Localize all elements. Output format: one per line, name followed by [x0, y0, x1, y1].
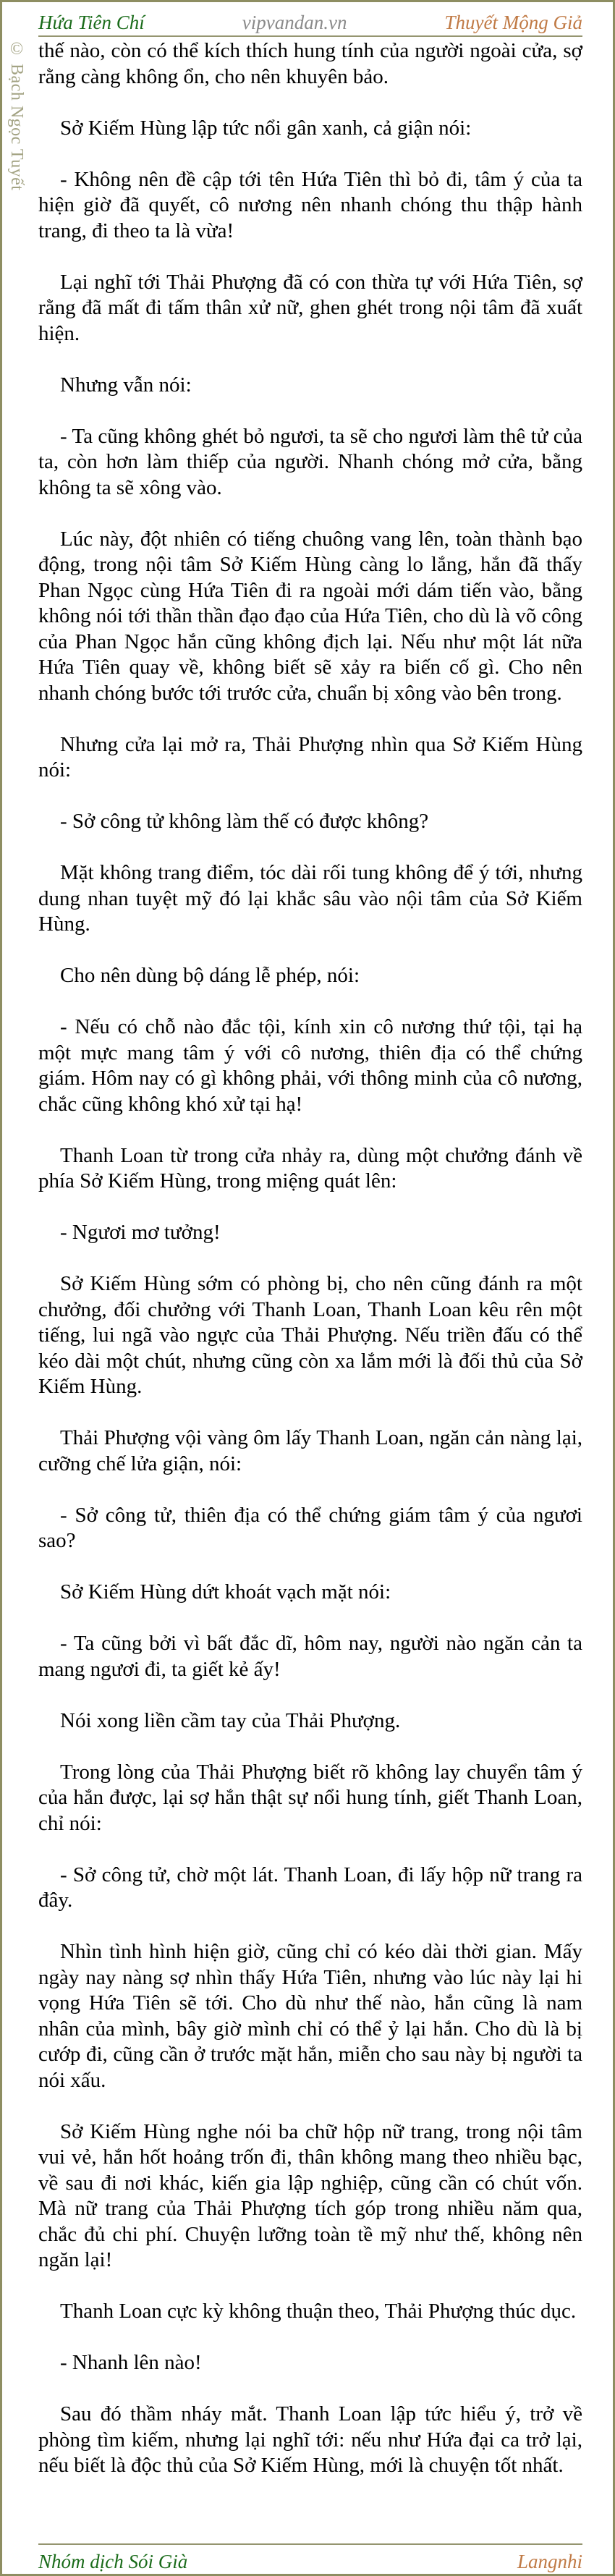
- paragraph: Sở Kiếm Hùng nghe nói ba chữ hộp nữ trang, trong nội tâm vui vẻ, hắn hốt hoảng trốn đi, thân không mang theo nhiều bạc, về sau đi nơi khác, kiến gia lập nghiệp, cũng cần có chút vốn. Mà nữ trang của Thải Phượng tích góp trong nhiều năm qua, chắc đủ chi phí. Chuyện lưỡng toàn tề mỹ như thế, không nên ngăn lại!: [38, 2119, 582, 2271]
- paragraph: Cho nên dùng bộ dáng lễ phép, nói:: [60, 964, 360, 987]
- paragraph: - Sở công tử, thiên địa có thể chứng giám tâm ý của ngươi sao?: [38, 1503, 582, 1552]
- paragraph: Lúc này, đột nhiên có tiếng chuông vang lên, toàn thành bạo động, trong nội tâm Sở Kiếm Hùng càng lo lắng, hắn đã thấy Phan Ngọc cùng Hứa Tiên đi ra ngoài mới dám tiến vào, bằng không nói tới thần thần đạo đạo của Hứa Tiên, cho dù là võ công của Phan Ngọc hắn cũng không địch lại. Nếu như một lát nữa Hứa Tiên quay về, không biết sẽ xảy ra biến cố gì. Cho nên nhanh chóng bước tới trước cửa, chuẩn bị xông vào bên trong.: [38, 527, 582, 705]
- paragraph: Lại nghĩ tới Thải Phượng đã có con thừa tự với Hứa Tiên, sợ rằng đã mất đi tấm thân xử nữ, ghen ghét trong nội tâm đã xuất hiện.: [38, 270, 582, 345]
- paragraph: Thanh Loan từ trong cửa nhảy ra, dùng một chưởng đánh về phía Sở Kiếm Hùng, trong miệng quát lên:: [38, 1143, 582, 1192]
- paragraph: thế nào, còn có thể kích thích hung tính của người ngoài cửa, sợ rằng càng không ổn, cho nên khuyên bảo.: [38, 39, 582, 88]
- page-footer: [38, 2549, 582, 2574]
- paragraph: - Nếu có chỗ nào đắc tội, kính xin cô nương thứ tội, tại hạ một mực mang tâm ý với cô nương, thiên địa có thể chứng giám. Hôm nay có gì không phải, với thông minh của cô nương, chắc cũng không khó xử tại hạ!: [38, 1015, 582, 1116]
- author-name: Thuyết Mộng Giả: [444, 12, 582, 33]
- paragraph: Nhưng cửa lại mở ra, Thải Phượng nhìn qua Sở Kiếm Hùng nói:: [38, 732, 582, 781]
- paragraph: Sau đó thầm nháy mắt. Thanh Loan lập tức hiểu ý, trở về phòng tìm kiếm, nhưng lại nghĩ tới: nếu như Hứa đại ca trở lại, nếu biết là độc thủ của Sở Kiếm Hùng, mới là chuyện tốt nhất.: [38, 2402, 582, 2477]
- paragraph: - Nhanh lên nào!: [60, 2351, 202, 2374]
- copyright-watermark: © Bạch Ngọc Tuyết: [7, 40, 26, 191]
- paragraph: Nói xong liền cầm tay của Thải Phượng.: [60, 1708, 401, 1732]
- story-body: [38, 38, 582, 2504]
- paragraph: Sở Kiếm Hùng sớm có phòng bị, cho nên cũng đánh ra một chưởng, đối chưởng với Thanh Loan, Thanh Loan kêu rên một tiếng, lui ngã vào ngực của Thải Phượng. Nếu triền đấu có thể kéo dài một chút, nhưng cũng còn xa lắm mới là đối thủ của Sở Kiếm Hùng.: [38, 1272, 582, 1398]
- translator-name: Langnhi: [517, 2550, 582, 2572]
- paragraph: - Không nên đề cập tới tên Hứa Tiên thì bỏ đi, tâm ý của ta hiện giờ đã quyết, cô nương nên nhanh chóng thu thập hành trang, đi theo ta là vừa!: [38, 167, 582, 242]
- site-name: vipvandan.vn: [242, 12, 347, 33]
- paragraph: Thải Phượng vội vàng ôm lấy Thanh Loan, ngăn cản nàng lại, cưỡng chế lửa giận, nói:: [38, 1426, 582, 1475]
- footer-divider: [38, 2543, 582, 2545]
- paragraph: Thanh Loan cực kỳ không thuận theo, Thải Phượng thúc dục.: [60, 2300, 577, 2323]
- paragraph: Nhìn tình hình hiện giờ, cũng chỉ có kéo dài thời gian. Mấy ngày nay nàng sợ nhìn thấy Hứa Tiên, nhưng vào lúc này lại hi vọng Hứa Tiên sẽ tới. Cho dù như thế nào, hắn cũng là nam nhân của mình, bây giờ mình chỉ có thể ỷ lại hắn. Cho dù là bị cướp đi, cũng cần ở trước mặt hắn, miễn cho sau này bị người ta nói xấu.: [38, 1940, 582, 2092]
- paragraph: - Ta cũng bởi vì bất đắc dĩ, hôm nay, người nào ngăn cản ta mang ngươi đi, ta giết kẻ ấy!: [38, 1632, 582, 1681]
- paragraph: - Sở công tử không làm thế có được không?: [60, 810, 429, 833]
- paragraph: - Ta cũng không ghét bỏ ngươi, ta sẽ cho ngươi làm thê tử của ta, còn hơn làm thiếp của người. Nhanh chóng mở cửa, bằng không ta sẽ xông vào.: [38, 424, 582, 499]
- paragraph: Nhưng vẫn nói:: [60, 373, 192, 397]
- header-divider: [38, 35, 582, 37]
- paragraph: - Sở công tử, chờ một lát. Thanh Loan, đi lấy hộp nữ trang ra đây.: [38, 1863, 582, 1912]
- book-title: Hứa Tiên Chí: [38, 12, 145, 33]
- paragraph: Mặt không trang điểm, tóc dài rối tung không để ý tới, nhưng dung nhan tuyệt mỹ đó lại khắc sâu vào nội tâm của Sở Kiếm Hùng.: [38, 861, 582, 936]
- paragraph: Sở Kiếm Hùng dứt khoát vạch mặt nói:: [60, 1580, 391, 1603]
- page-header: [38, 9, 582, 34]
- translation-group: Nhóm dịch Sói Già: [38, 2550, 188, 2572]
- paragraph: - Ngươi mơ tưởng!: [60, 1221, 221, 1244]
- paragraph: Sở Kiếm Hùng lập tức nổi gân xanh, cả giận nói:: [60, 116, 472, 140]
- paragraph: Trong lòng của Thải Phượng biết rõ không lay chuyển tâm ý của hắn được, lại sợ hắn thật sự nổi hung tính, giết Thanh Loan, chỉ nói:: [38, 1760, 582, 1835]
